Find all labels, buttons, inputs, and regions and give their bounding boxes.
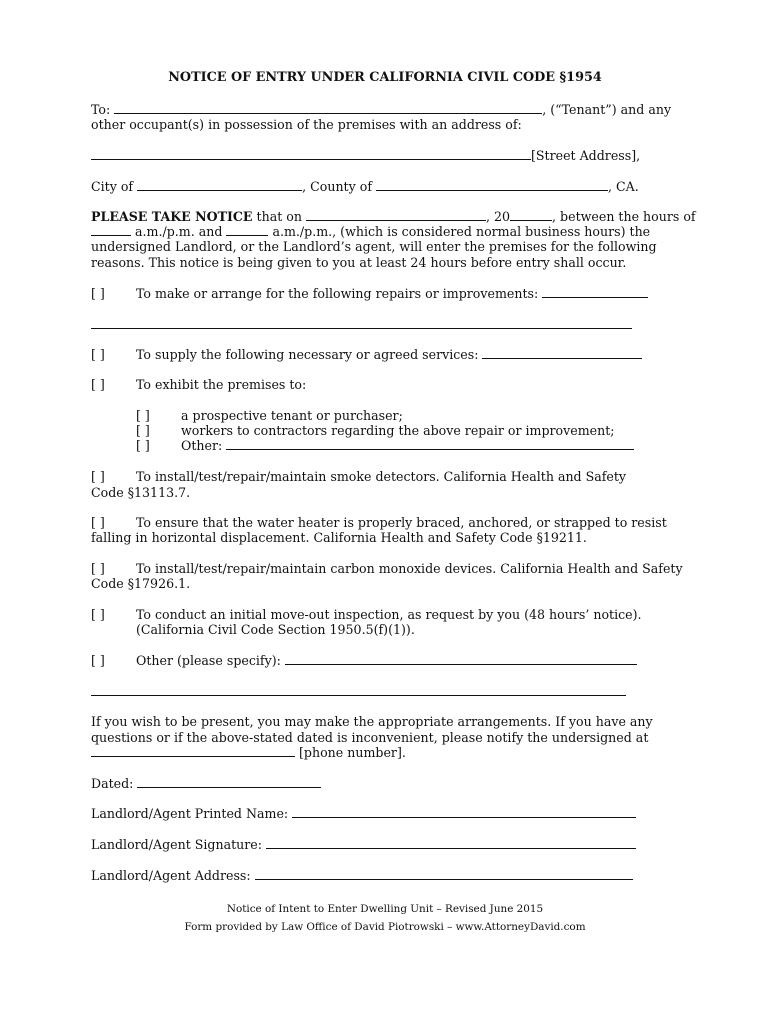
co-label-2: Code §17926.1. (91, 576, 191, 591)
signature-blank[interactable] (266, 837, 636, 849)
other-blank[interactable] (285, 653, 637, 665)
state-label: , CA. (608, 179, 639, 194)
moveout-label-1: To conduct an initial move-out inspection, as request by you (48 hours’ notice). (136, 607, 642, 622)
footer-revision: Notice of Intent to Enter Dwelling Unit – Revised June 2015 (226, 903, 544, 915)
other-item (136, 653, 637, 669)
footer-credit: Form provided by Law Office of David Piotrowski – www.AttorneyDavid.com (184, 921, 586, 933)
water-heater-label-2: falling in horizontal displacement. California Health and Safety Code §19211. (91, 530, 587, 545)
moveout-label-2: (California Civil Code Section 1950.5(f)(1)). (136, 622, 415, 637)
street-address-line (91, 148, 640, 164)
between-hours-label: , between the hours of (552, 209, 696, 224)
tenant-suffix: , (“Tenant”) and any (542, 102, 672, 117)
closing-line-2: questions or if the above-stated dated is inconvenient, please notify the undersigned at (91, 730, 649, 745)
street-address-label: [Street Address], (531, 148, 641, 163)
water-heater-checkbox[interactable]: [ ] (91, 515, 105, 530)
address-line (91, 868, 633, 884)
repairs-checkbox[interactable]: [ ] (91, 286, 105, 301)
ampm-and-label: a.m./p.m. and (135, 224, 223, 239)
other-continuation-blank[interactable] (91, 695, 626, 696)
services-item (136, 347, 642, 363)
phone-label: [phone number]. (299, 745, 406, 760)
repairs-label: To make or arrange for the following repairs or improvements: (136, 286, 539, 301)
address-label: Landlord/Agent Address: (91, 868, 251, 883)
sub-checkbox-workers[interactable]: [ ] (136, 423, 150, 438)
co-label-1: To install/test/repair/maintain carbon monoxide devices. California Health and Safety (136, 561, 683, 576)
sub-label-other: Other: (181, 438, 223, 453)
notice-line-3: undersigned Landlord, or the Landlord’s agent, will enter the premises for the following (91, 239, 657, 254)
county-label: , County of (302, 179, 372, 194)
phone-blank[interactable] (91, 745, 295, 757)
sub-label-tenant: a prospective tenant or purchaser; (181, 408, 403, 423)
that-on-label: that on (256, 209, 302, 224)
dated-blank[interactable] (137, 776, 321, 788)
tenant-name-blank[interactable] (114, 102, 542, 114)
exhibit-label: To exhibit the premises to: (136, 377, 307, 392)
street-address-blank[interactable] (91, 148, 531, 160)
services-label: To supply the following necessary or agreed services: (136, 347, 479, 362)
end-hour-blank[interactable] (226, 224, 268, 236)
printed-name-label: Landlord/Agent Printed Name: (91, 806, 289, 821)
sub-checkbox-other[interactable]: [ ] (136, 438, 150, 453)
phone-line (91, 745, 406, 761)
exhibit-checkbox[interactable]: [ ] (91, 377, 105, 392)
repairs-blank[interactable] (542, 286, 648, 298)
ampm-business-label: a.m./p.m., (which is considered normal business hours) the (272, 224, 651, 239)
smoke-label-2: Code §13113.7. (91, 485, 191, 500)
year-prefix: , 20 (486, 209, 511, 224)
other-checkbox[interactable]: [ ] (91, 653, 105, 668)
sub-checkbox-tenant[interactable]: [ ] (136, 408, 150, 423)
sub-other-blank[interactable] (226, 438, 634, 450)
sub-label-workers: workers to contractors regarding the above repair or improvement; (181, 423, 615, 438)
sub-other-item (181, 438, 634, 454)
notice-bold-label: PLEASE TAKE NOTICE (91, 209, 253, 224)
start-hour-blank[interactable] (91, 224, 131, 236)
notice-line-2 (91, 224, 650, 240)
city-label: City of (91, 179, 134, 194)
address-blank[interactable] (255, 868, 633, 880)
printed-name-line (91, 806, 636, 822)
notice-line-1 (91, 209, 696, 225)
printed-name-blank[interactable] (292, 806, 636, 818)
signature-line (91, 837, 636, 853)
notice-line-4: reasons. This notice is being given to you at least 24 hours before entry shall occur. (91, 255, 627, 270)
co-checkbox[interactable]: [ ] (91, 561, 105, 576)
city-blank[interactable] (137, 179, 302, 191)
services-checkbox[interactable]: [ ] (91, 347, 105, 362)
signature-label: Landlord/Agent Signature: (91, 837, 262, 852)
occupants-line: other occupant(s) in possession of the premises with an address of: (91, 117, 522, 132)
repairs-item (136, 286, 648, 302)
county-blank[interactable] (376, 179, 608, 191)
closing-line-1: If you wish to be present, you may make the appropriate arrangements. If you have any (91, 714, 653, 729)
smoke-label-1: To install/test/repair/maintain smoke detectors. California Health and Safety (136, 469, 627, 484)
to-label: To: (91, 102, 111, 117)
services-blank[interactable] (482, 347, 642, 359)
smoke-checkbox[interactable]: [ ] (91, 469, 105, 484)
tenant-line (91, 102, 671, 118)
dated-line (91, 776, 321, 792)
other-label: Other (please specify): (136, 653, 281, 668)
repairs-continuation-blank[interactable] (91, 328, 632, 329)
entry-date-blank[interactable] (306, 209, 486, 221)
water-heater-label-1: To ensure that the water heater is properly braced, anchored, or strapped to resist (136, 515, 667, 530)
moveout-checkbox[interactable]: [ ] (91, 607, 105, 622)
city-county-line (91, 179, 639, 195)
document-title: NOTICE OF ENTRY UNDER CALIFORNIA CIVIL CODE §1954 (168, 70, 602, 85)
dated-label: Dated: (91, 776, 134, 791)
year-blank[interactable] (510, 209, 552, 221)
